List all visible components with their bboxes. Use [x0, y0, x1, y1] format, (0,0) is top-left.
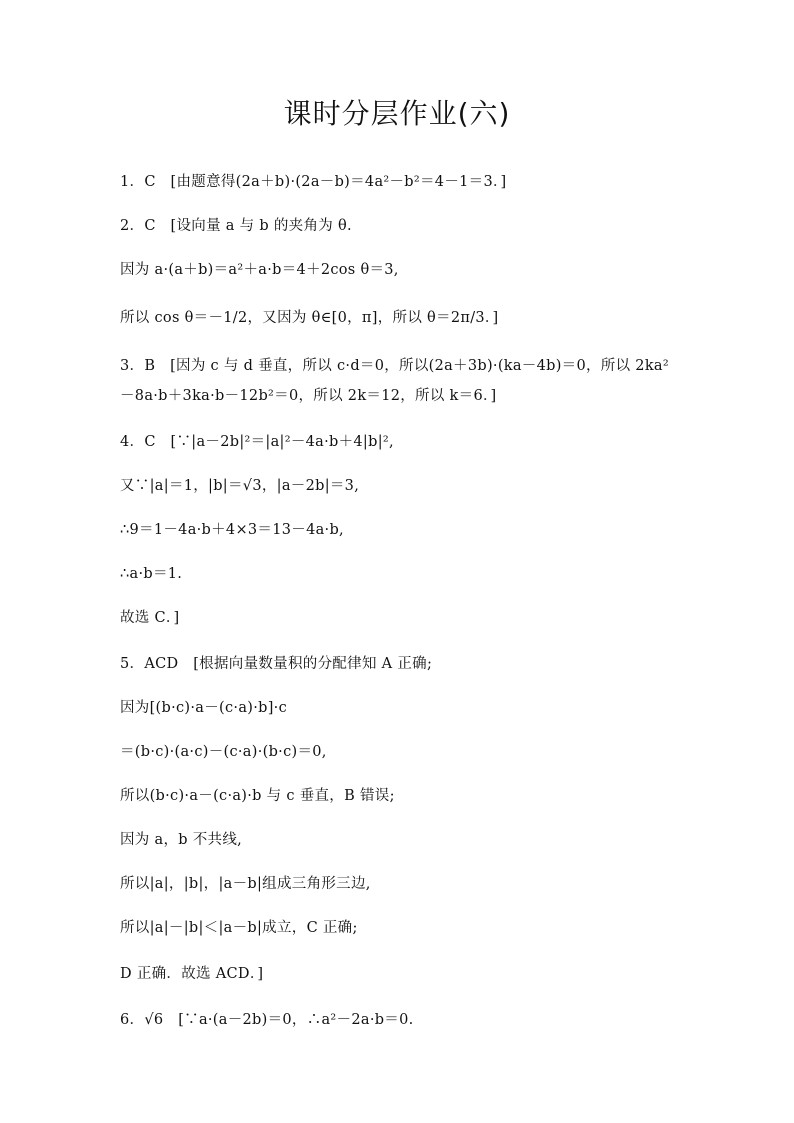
answer-line: ∴a·b＝1.	[120, 566, 183, 582]
answer-line: 因为[(b·c)·a－(c·a)·b]·c	[120, 700, 288, 716]
answer-line: 又∵|a|＝1，|b|＝√3，|a－2b|＝3,	[120, 478, 360, 494]
answer-line: 所以|a|－|b|＜|a－b|成立，C 正确;	[120, 920, 358, 936]
answer-line: －8a·b＋3ka·b－12b²＝0，所以 2k＝12，所以 k＝6．]	[120, 388, 497, 404]
answer-line: 4．C [∵|a－2b|²＝|a|²－4a·b＋4|b|²,	[120, 434, 394, 450]
answer-line: 1．C [由题意得(2a＋b)·(2a－b)＝4a²－b²＝4－1＝3．]	[120, 174, 507, 190]
answer-line: 3．B [因为 c 与 d 垂直，所以 c·d＝0，所以(2a＋3b)·(ka－4b)＝0，所以 2ka²	[120, 358, 669, 374]
answer-line: 所以|a|，|b|，|a－b|组成三角形三边,	[120, 876, 371, 892]
answer-line: ∴9＝1－4a·b＋4×3＝13－4a·b,	[120, 522, 344, 538]
answer-line: 故选 C．]	[120, 610, 180, 626]
answer-line: ＝(b·c)·(a·c)－(c·a)·(b·c)＝0,	[120, 744, 327, 760]
answer-line: 所以 cos θ＝－1/2，又因为 θ∈[0，π]，所以 θ＝2π/3．]	[120, 310, 499, 326]
page-title: 课时分层作业(六)	[283, 97, 511, 130]
answer-line: 2．C [设向量 a 与 b 的夹角为 θ.	[120, 218, 352, 234]
answer-line: 5．ACD [根据向量数量积的分配律知 A 正确;	[120, 656, 433, 672]
answer-line: 因为 a，b 不共线,	[120, 832, 243, 848]
answer-line: D 正确．故选 ACD．]	[120, 966, 264, 982]
answer-line: 6．√6 [∵a·(a－2b)＝0，∴a²－2a·b＝0.	[120, 1012, 414, 1028]
answer-line: 所以(b·c)·a－(c·a)·b 与 c 垂直，B 错误;	[120, 788, 395, 804]
answer-line: 因为 a·(a＋b)＝a²＋a·b＝4＋2cos θ＝3,	[120, 262, 399, 278]
